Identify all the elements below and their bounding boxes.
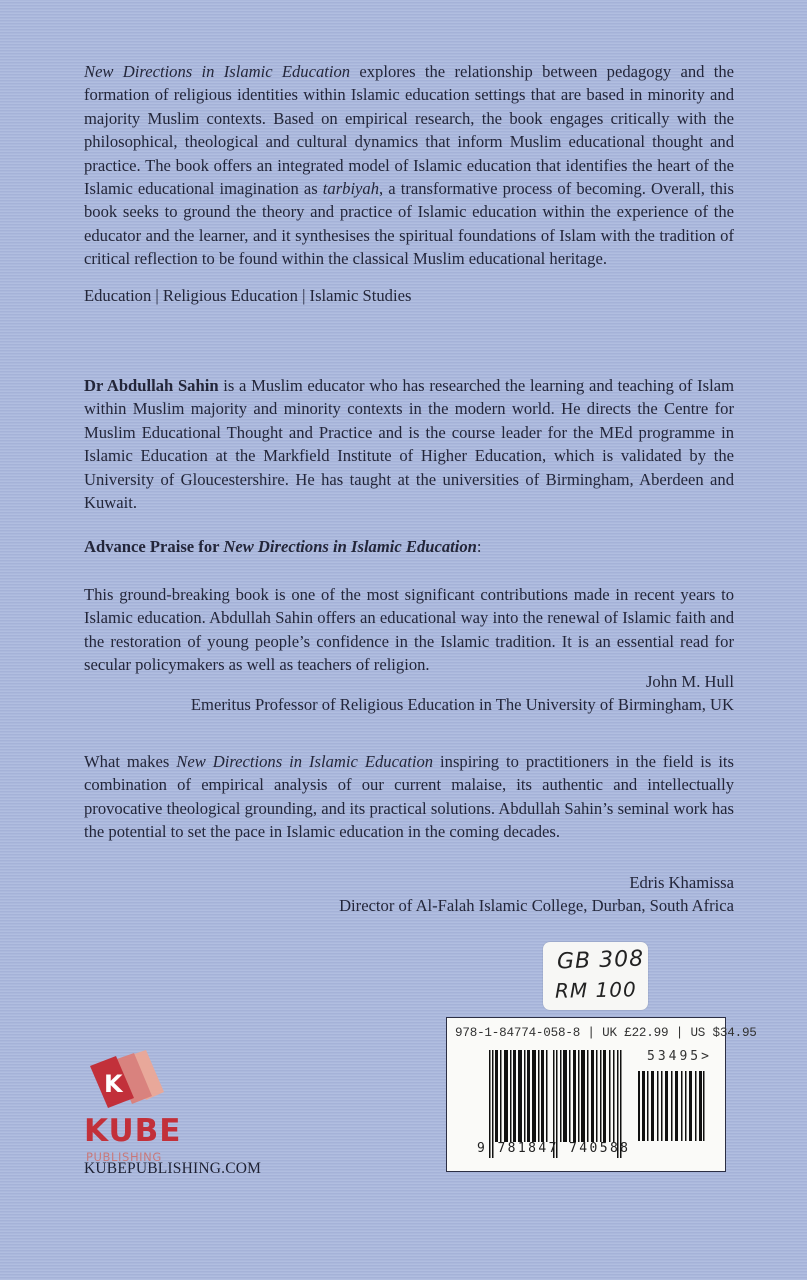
publisher-website: KUBEPUBLISHING.COM [84, 1160, 262, 1177]
author-name: Dr Abdullah Sahin [84, 376, 219, 395]
sticker-price: RM 100 [554, 977, 637, 1003]
sticker-code: GB 308 [556, 946, 645, 975]
praise-author: John M. Hull [645, 672, 734, 691]
book-description: New Directions in Islamic Education explores the relationship between pedagogy and the formation of religious identities within Islamic education settings that are based in minority and majority Muslim contexts. Based on empirical research, the book engages critically with the philosophical, theological and cultural dynamics that inform Muslim educational thought and practice. The book offers an integrated model of Islamic education that identifies the heart of the Islamic educational imagination as tarbiyah, a transformative process of becoming. Overall, this book seeks to ground the theory and practice of Islamic education within the experience of the educator and the learner, and it synthesises the spiritual foundations of Islam with the tradition of critical reflection to be found within the classical Muslim educational heritage. [84, 62, 734, 269]
praise-author-role: Director of Al-Falah Islamic College, Durban, South Africa [339, 896, 734, 916]
isbn-barcode [446, 1017, 757, 1172]
praise-author-role: Emeritus Professor of Religious Education in The University of Birmingham, UK [190, 695, 734, 715]
subject-categories: Education | Religious Education | Islamic Studies [84, 286, 412, 305]
publisher-name: KUBE [84, 1113, 182, 1149]
praise-attribution [84, 670, 734, 717]
book-title: New Directions in Islamic Education [84, 62, 351, 81]
barcode-digits: 9 781847 740588 [477, 1141, 631, 1156]
praise-author: Edris Khamissa [629, 873, 734, 892]
isbn-price-line: 978-1-84774-058-8 | UK £22.99 | US $34.95 [455, 1026, 757, 1040]
addon-code: 53495> [647, 1049, 712, 1064]
price-sticker [543, 942, 648, 1010]
praise-heading: Advance Praise for New Directions in Islamic Education: [84, 537, 482, 556]
addon-barcode-icon [638, 1071, 705, 1141]
author-bio: Dr Abdullah Sahin is a Muslim educator who has researched the learning and teaching of Islam within Muslim majority and minority contexts in the modern world. He directs the Centre for Muslim Educational Thought and Practice and is the course leader for the MEd programme in Islamic Education at the Markfield Institute of Higher Education, which is validated by the University of Gloucestershire. He has taught at the universities of Birmingham, Aberdeen and Kuwait. [84, 376, 734, 513]
svg-text:K: K [104, 1070, 123, 1098]
praise-quote: This ground-breaking book is one of the most significant contributions made in recent years to Islamic education. Abdullah Sahin offers an educational way into the renewal of Islamic faith and the restoration of young people’s confidence in the Islamic tradition. It is an essential read for secular policymakers as well as teachers of religion. [84, 585, 734, 675]
publisher-subtitle: PUBLISHING [86, 1150, 162, 1164]
publisher-logo [84, 1050, 194, 1164]
kube-logo-icon [84, 1050, 164, 1112]
praise-attribution [84, 871, 734, 918]
praise-quote: What makes New Directions in Islamic Education inspiring to practitioners in the field is its combination of empirical analysis of our current malaise, its authentic and intellectually provocative theological grounding, and its practical solutions. Abdullah Sahin’s seminal work has the potential to set the pace in Islamic education in the coming decades. [84, 752, 735, 842]
